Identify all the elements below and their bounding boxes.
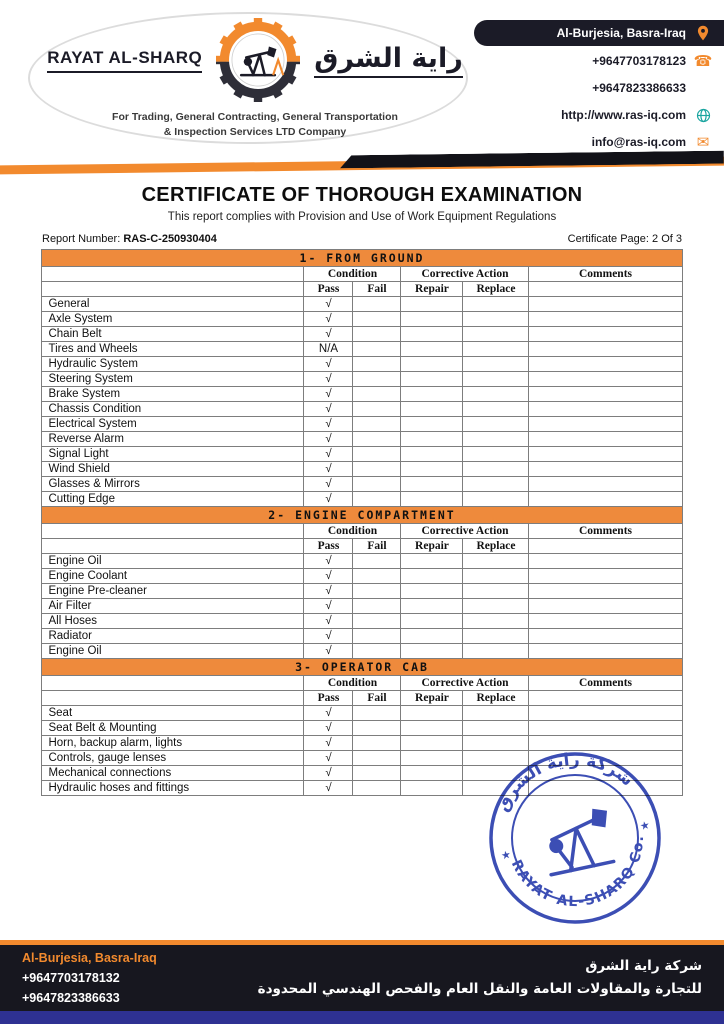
comment-cell (529, 357, 682, 372)
table-row (42, 417, 682, 432)
replace-mark (463, 417, 529, 432)
table-row (42, 554, 682, 569)
inspection-table (41, 249, 682, 796)
replace-mark (463, 599, 529, 614)
fail-mark (353, 492, 401, 507)
empty-header-cell (42, 691, 304, 706)
footer-phone-1: +9647703178132 (22, 971, 120, 985)
empty-header-cell (42, 539, 304, 554)
fail-mark (353, 599, 401, 614)
replace-mark (463, 312, 529, 327)
pass-mark: √ (304, 432, 353, 447)
comment-cell (529, 629, 682, 644)
repair-mark (401, 387, 463, 402)
contact-phone-2: +9647823386633 (474, 76, 724, 100)
replace-mark (463, 342, 529, 357)
replace-mark (463, 629, 529, 644)
pass-mark: √ (304, 477, 353, 492)
pass-mark: √ (304, 554, 353, 569)
table-row (42, 387, 682, 402)
footer-arabic-block (258, 955, 702, 1001)
repair-mark (401, 357, 463, 372)
repair-mark (401, 614, 463, 629)
repair-mark (401, 327, 463, 342)
fail-mark (353, 402, 401, 417)
replace-mark (463, 706, 529, 721)
comment-cell (529, 327, 682, 342)
repair-mark (401, 569, 463, 584)
footer-company-name-arabic: شركة راية الشرق (585, 958, 702, 975)
replace-mark (463, 477, 529, 492)
comment-cell (529, 312, 682, 327)
repair-mark (401, 781, 463, 796)
fail-mark (353, 342, 401, 357)
item-name: Electrical System (42, 417, 304, 432)
footer-company-description-arabic: للتجارة والمقاولات العامة والنقل العام والفحص الهندسي المحدودة (257, 981, 702, 997)
item-name: Seat (42, 706, 304, 721)
contact-block (474, 20, 724, 157)
table-row (42, 614, 682, 629)
table-row (42, 402, 682, 417)
pass-mark: √ (304, 706, 353, 721)
table-row (42, 569, 682, 584)
envelope-icon: ✉ (696, 132, 710, 151)
pass-mark: √ (304, 492, 353, 507)
comments-header: Comments (529, 267, 682, 282)
table-row (42, 447, 682, 462)
pass-mark: √ (304, 781, 353, 796)
item-name: Chassis Condition (42, 402, 304, 417)
repair-mark (401, 417, 463, 432)
table-row (42, 477, 682, 492)
repair-mark (401, 342, 463, 357)
comment-cell (529, 462, 682, 477)
pass-mark: √ (304, 766, 353, 781)
fail-mark (353, 751, 401, 766)
item-name: Radiator (42, 629, 304, 644)
repair-header: Repair (401, 691, 463, 706)
empty-header-cell (42, 267, 304, 282)
item-name: All Hoses (42, 614, 304, 629)
pass-mark: √ (304, 721, 353, 736)
pass-mark: √ (304, 644, 353, 659)
item-name: Glasses & Mirrors (42, 477, 304, 492)
pass-mark: √ (304, 402, 353, 417)
comment-cell (529, 569, 682, 584)
corrective-action-header: Corrective Action (401, 524, 529, 539)
table-row (42, 629, 682, 644)
fail-mark (353, 327, 401, 342)
footer-phone-2: +9647823386633 (22, 991, 120, 1005)
certificate-page-indicator: Certificate Page: 2 Of 3 (567, 233, 682, 245)
repair-mark (401, 492, 463, 507)
replace-mark (463, 569, 529, 584)
item-name: Brake System (42, 387, 304, 402)
footer-address: Al-Burjesia, Basra-Iraq (22, 951, 157, 965)
empty-header-cell (529, 691, 682, 706)
replace-header: Replace (463, 282, 529, 297)
pass-mark: √ (304, 447, 353, 462)
comment-cell (529, 402, 682, 417)
table-row (42, 297, 682, 312)
replace-mark (463, 736, 529, 751)
item-name: Cutting Edge (42, 492, 304, 507)
replace-mark (463, 432, 529, 447)
table-row (42, 312, 682, 327)
repair-mark (401, 297, 463, 312)
item-name: Controls, gauge lenses (42, 751, 304, 766)
pass-header: Pass (304, 282, 353, 297)
replace-mark (463, 357, 529, 372)
table-row (42, 342, 682, 357)
stamp-star-left: ★ (500, 848, 513, 863)
fail-mark (353, 387, 401, 402)
pass-mark: √ (304, 569, 353, 584)
comment-cell (529, 477, 682, 492)
fail-mark (353, 569, 401, 584)
item-name: Mechanical connections (42, 766, 304, 781)
comment-cell (529, 644, 682, 659)
item-name: General (42, 297, 304, 312)
item-name: Engine Pre-cleaner (42, 584, 304, 599)
comment-cell (529, 447, 682, 462)
table-row (42, 599, 682, 614)
comment-cell (529, 599, 682, 614)
replace-mark (463, 297, 529, 312)
item-name: Steering System (42, 372, 304, 387)
pass-mark: √ (304, 417, 353, 432)
comment-cell (529, 614, 682, 629)
section-title-operator-cab: 3- OPERATOR CAB (42, 659, 682, 676)
comments-header: Comments (529, 676, 682, 691)
empty-header-cell (42, 676, 304, 691)
replace-mark (463, 554, 529, 569)
fail-header: Fail (353, 539, 401, 554)
item-name: Horn, backup alarm, lights (42, 736, 304, 751)
replace-header: Replace (463, 691, 529, 706)
replace-mark (463, 327, 529, 342)
comment-cell (529, 432, 682, 447)
stamp-star-right: ★ (638, 819, 652, 834)
repair-mark (401, 584, 463, 599)
repair-mark (401, 372, 463, 387)
fail-mark (353, 736, 401, 751)
pass-mark: √ (304, 599, 353, 614)
item-name: Axle System (42, 312, 304, 327)
repair-mark (401, 462, 463, 477)
globe-icon (694, 106, 712, 124)
fail-mark (353, 297, 401, 312)
pass-header: Pass (304, 539, 353, 554)
fail-mark (353, 357, 401, 372)
condition-header: Condition (304, 267, 401, 282)
phone-icon: ☎ (693, 51, 713, 70)
repair-mark (401, 432, 463, 447)
repair-mark (401, 644, 463, 659)
comment-cell (529, 554, 682, 569)
fail-mark (353, 417, 401, 432)
pass-mark: √ (304, 312, 353, 327)
pass-mark: √ (304, 372, 353, 387)
fail-mark (353, 629, 401, 644)
fail-mark (353, 554, 401, 569)
item-name: Engine Oil (42, 644, 304, 659)
table-row (42, 706, 682, 721)
fail-mark (353, 721, 401, 736)
table-row (42, 721, 682, 736)
table-row (42, 372, 682, 387)
item-name: Hydraulic System (42, 357, 304, 372)
replace-mark (463, 387, 529, 402)
repair-mark (401, 554, 463, 569)
repair-mark (401, 402, 463, 417)
pass-mark: √ (304, 357, 353, 372)
repair-mark (401, 736, 463, 751)
table-row (42, 327, 682, 342)
company-tagline: For Trading, General Contracting, General Transportation & Inspection Services LTD Company (112, 111, 398, 139)
pass-mark: √ (304, 629, 353, 644)
comment-cell (529, 342, 682, 357)
table-row (42, 644, 682, 659)
page-footer (0, 940, 724, 1024)
item-name: Air Filter (42, 599, 304, 614)
repair-mark (401, 477, 463, 492)
pass-mark: √ (304, 614, 353, 629)
comment-cell (529, 706, 682, 721)
replace-mark (463, 492, 529, 507)
fail-mark (353, 644, 401, 659)
repair-mark (401, 312, 463, 327)
item-name: Wind Shield (42, 462, 304, 477)
comment-cell (529, 387, 682, 402)
company-logo-block (40, 18, 470, 140)
fail-mark (353, 706, 401, 721)
replace-mark (463, 447, 529, 462)
fail-mark (353, 372, 401, 387)
corrective-action-header: Corrective Action (401, 267, 529, 282)
contact-website: http://www.ras-iq.com (474, 103, 724, 127)
report-meta-row (42, 233, 682, 245)
fail-mark (353, 584, 401, 599)
replace-mark (463, 372, 529, 387)
item-name: Seat Belt & Mounting (42, 721, 304, 736)
gear-logo-icon (216, 18, 300, 102)
repair-mark (401, 599, 463, 614)
table-row (42, 492, 682, 507)
replace-header: Replace (463, 539, 529, 554)
pass-mark: √ (304, 462, 353, 477)
contact-address: Al-Burjesia, Basra-Iraq (474, 20, 724, 46)
item-name: Engine Oil (42, 554, 304, 569)
comment-cell (529, 417, 682, 432)
fail-mark (353, 462, 401, 477)
contact-email: info@ras-iq.com ✉ (474, 130, 724, 154)
fail-header: Fail (353, 282, 401, 297)
comment-cell (529, 372, 682, 387)
fail-header: Fail (353, 691, 401, 706)
item-name: Chain Belt (42, 327, 304, 342)
repair-mark (401, 721, 463, 736)
table-row (42, 584, 682, 599)
repair-mark (401, 751, 463, 766)
repair-mark (401, 706, 463, 721)
repair-mark (401, 766, 463, 781)
empty-header-cell (529, 282, 682, 297)
company-name-arabic: راية الشرق (314, 43, 463, 78)
location-pin-icon (694, 24, 712, 42)
pass-mark: √ (304, 387, 353, 402)
stamp-arabic-text: شركة راية الشرق (492, 749, 638, 815)
comment-cell (529, 492, 682, 507)
replace-mark (463, 721, 529, 736)
fail-mark (353, 781, 401, 796)
item-name: Signal Light (42, 447, 304, 462)
comment-cell (529, 721, 682, 736)
page-subtitle: This report complies with Provision and Use of Work Equipment Regulations (167, 211, 557, 223)
pass-mark: N/A (304, 342, 353, 357)
section-title-engine-compartment: 2- ENGINE COMPARTMENT (42, 507, 682, 524)
replace-mark (463, 644, 529, 659)
pass-mark: √ (304, 327, 353, 342)
pass-header: Pass (304, 691, 353, 706)
replace-mark (463, 614, 529, 629)
fail-mark (353, 614, 401, 629)
item-name: Engine Coolant (42, 569, 304, 584)
page-title: CERTIFICATE OF THOROUGH EXAMINATION (141, 184, 583, 206)
repair-header: Repair (401, 282, 463, 297)
pass-mark: √ (304, 736, 353, 751)
repair-mark (401, 629, 463, 644)
empty-header-cell (42, 524, 304, 539)
comment-cell (529, 584, 682, 599)
company-name-english: RAYAT AL-SHARQ (47, 48, 202, 73)
phone-icon-spacer (694, 79, 712, 97)
fail-mark (353, 477, 401, 492)
table-row (42, 462, 682, 477)
corrective-action-header: Corrective Action (401, 676, 529, 691)
empty-header-cell (529, 539, 682, 554)
company-stamp (469, 732, 680, 943)
stamp-english-text: RAYAT AL-SHARQ Co. (507, 834, 648, 911)
footer-blue-bar (0, 1011, 724, 1024)
fail-mark (353, 312, 401, 327)
replace-mark (463, 402, 529, 417)
item-name: Tires and Wheels (42, 342, 304, 357)
empty-header-cell (42, 282, 304, 297)
table-row (42, 432, 682, 447)
repair-header: Repair (401, 539, 463, 554)
contact-phone-1: +9647703178123 ☎ (592, 51, 713, 70)
condition-header: Condition (304, 676, 401, 691)
fail-mark (353, 432, 401, 447)
pass-mark: √ (304, 297, 353, 312)
section-title-from-ground: 1- FROM GROUND (42, 250, 682, 267)
table-row (42, 357, 682, 372)
condition-header: Condition (304, 524, 401, 539)
footer-contact-block (22, 948, 157, 1008)
repair-mark (401, 447, 463, 462)
replace-mark (463, 584, 529, 599)
item-name: Hydraulic hoses and fittings (42, 781, 304, 796)
fail-mark (353, 447, 401, 462)
fail-mark (353, 766, 401, 781)
document-header (0, 0, 724, 150)
pass-mark: √ (304, 584, 353, 599)
comments-header: Comments (529, 524, 682, 539)
item-name: Reverse Alarm (42, 432, 304, 447)
pass-mark: √ (304, 751, 353, 766)
replace-mark (463, 462, 529, 477)
comment-cell (529, 297, 682, 312)
report-number: Report Number: RAS-C-250930404 (42, 233, 217, 245)
